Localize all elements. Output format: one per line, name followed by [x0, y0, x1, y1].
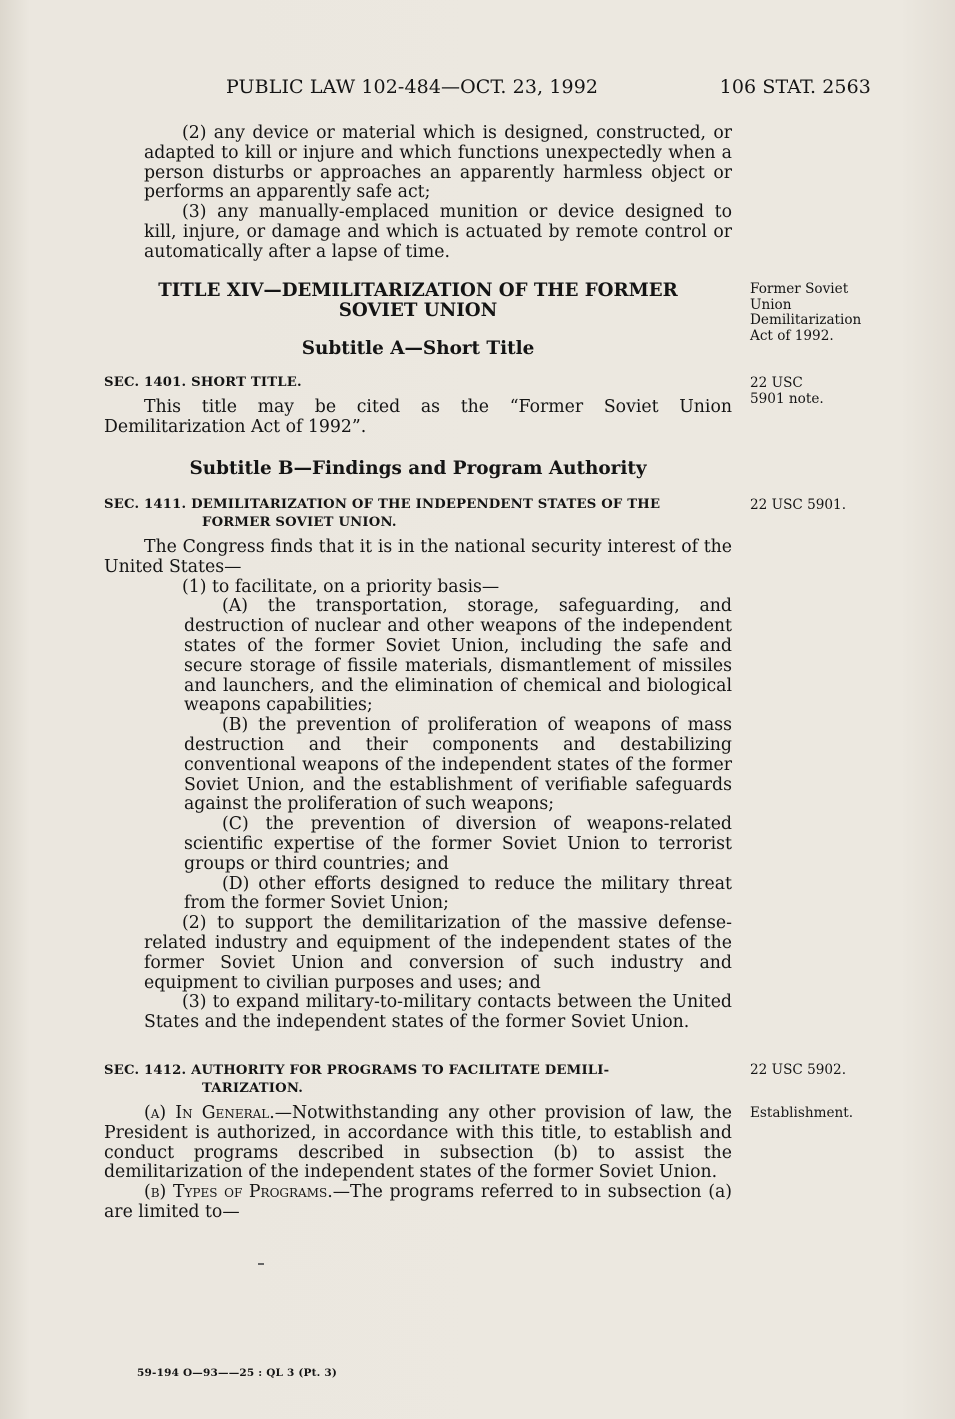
finding-3: (3) to expand military-to-military contacts between the United States and the independent states of the former Soviet Union.	[144, 992, 732, 1033]
subsection-b-label: (b) Types of Programs.	[144, 1182, 333, 1203]
subtitle-a	[104, 339, 732, 359]
section-1412	[104, 1062, 732, 1223]
subsection-b-text: —The programs referred to in subsection (a) are limited to—	[104, 1182, 732, 1222]
finding-1-B: (B) the prevention of proliferation of weapons of mass destruction and their components and destabilizing conventional weapons of the independent states of the former Soviet Union, and the establishment of verifiable safeguards against the proliferation of such weapons;	[184, 715, 732, 815]
finding-1: (1) to facilitate, on a priority basis—	[182, 576, 500, 597]
subtitle-a-heading: Subtitle A—Short Title	[301, 338, 535, 359]
margin-note-usc-5901: 22 USC 5901.	[750, 497, 847, 513]
subtitle-b	[104, 459, 732, 479]
subsection-b	[104, 1183, 732, 1223]
section-1401	[104, 374, 732, 438]
subsection-a	[104, 1104, 732, 1183]
print-mark	[258, 1263, 264, 1265]
sec-1411-heading	[104, 496, 732, 532]
definition-item-3	[104, 203, 732, 262]
margin-note-establishment: Establishment.	[750, 1105, 854, 1121]
sec-1411-heading-line1: SEC. 1411. DEMILITARIZATION OF THE INDEPENDENT STATES OF THE	[104, 497, 661, 512]
statute-page-number: 106 STAT. 2563	[719, 76, 871, 98]
definition-item-2-text: (2) any device or material which is designed, constructed, or adapted to kill or injure and which functions unexpectedly when a person disturbs or approaches an apparently harmless object or performs an apparently safe act;	[144, 123, 732, 203]
margin-note-usc-5902: 22 USC 5902.	[750, 1062, 847, 1078]
definition-item-3-text: (3) any manually-emplaced munition or device designed to kill, injure, or damage and which is actuated by remote control or automatically after a lapse of time.	[144, 202, 732, 262]
title-heading-line1: TITLE XIV—DEMILITARIZATION OF THE FORMER	[158, 280, 678, 301]
finding-1-C: (C) the prevention of diversion of weapons-related scientific expertise of the former Soviet Union to terrorist groups or third countries; and	[184, 814, 732, 874]
finding-1-A: (A) the transportation, storage, safeguarding, and destruction of nuclear and other weapons of the independent states of the former Soviet Union, including the safe and secure storage of fissile materials, dismantlement of missiles and launchers, and the elimination of chemical and biological weapons capabilities;	[184, 596, 732, 716]
finding-2: (2) to support the demilitarization of the massive defense-related industry and equipment of the independent states of the former Soviet Union and conversion of such industry and equipment to civilian purposes and uses; and	[144, 913, 732, 993]
title-heading-line2: SOVIET UNION	[338, 300, 498, 321]
sec-1411-intro: The Congress finds that it is in the national security interest of the United States—	[104, 537, 732, 577]
finding-1-D: (D) other efforts designed to reduce the military threat from the former Soviet Union;	[184, 873, 732, 914]
definition-item-2	[104, 124, 732, 203]
subsection-a-text: —Notwithstanding any other provision of law, the President is authorized, in accordance with this title, to establish and conduct programs described in subsection (b) to assist the demilitarization of the independent states of the former Soviet Union.	[104, 1103, 733, 1183]
title-heading	[104, 281, 732, 321]
printer-footer-code: 59-194 O—93——25 : QL 3 (Pt. 3)	[137, 1367, 338, 1379]
margin-note-usc-5901-note: 22 USC 5901 note.	[750, 375, 824, 407]
sec-1411-heading-line2: FORMER SOVIET UNION.	[202, 515, 397, 530]
sec-1412-heading-line1: SEC. 1412. AUTHORITY FOR PROGRAMS TO FACILITATE DEMILI-	[104, 1063, 610, 1078]
sec-1401-text: This title may be cited as the “Former Soviet Union Demilitarization Act of 1992”.	[104, 397, 732, 437]
section-1411	[104, 496, 732, 1033]
sec-1412-heading	[104, 1062, 732, 1098]
subtitle-b-heading: Subtitle B—Findings and Program Authority	[189, 458, 647, 479]
margin-note-short-title: Former Soviet Union Demilitarization Act of 1992.	[750, 281, 862, 344]
sec-1401-heading: SEC. 1401. SHORT TITLE.	[104, 375, 302, 390]
public-law-citation: PUBLIC LAW 102-484—OCT. 23, 1992	[226, 76, 599, 98]
subsection-a-label: (a) In General.	[144, 1103, 275, 1123]
sec-1412-heading-line2: TARIZATION.	[202, 1081, 304, 1096]
definitions-block	[104, 124, 732, 263]
